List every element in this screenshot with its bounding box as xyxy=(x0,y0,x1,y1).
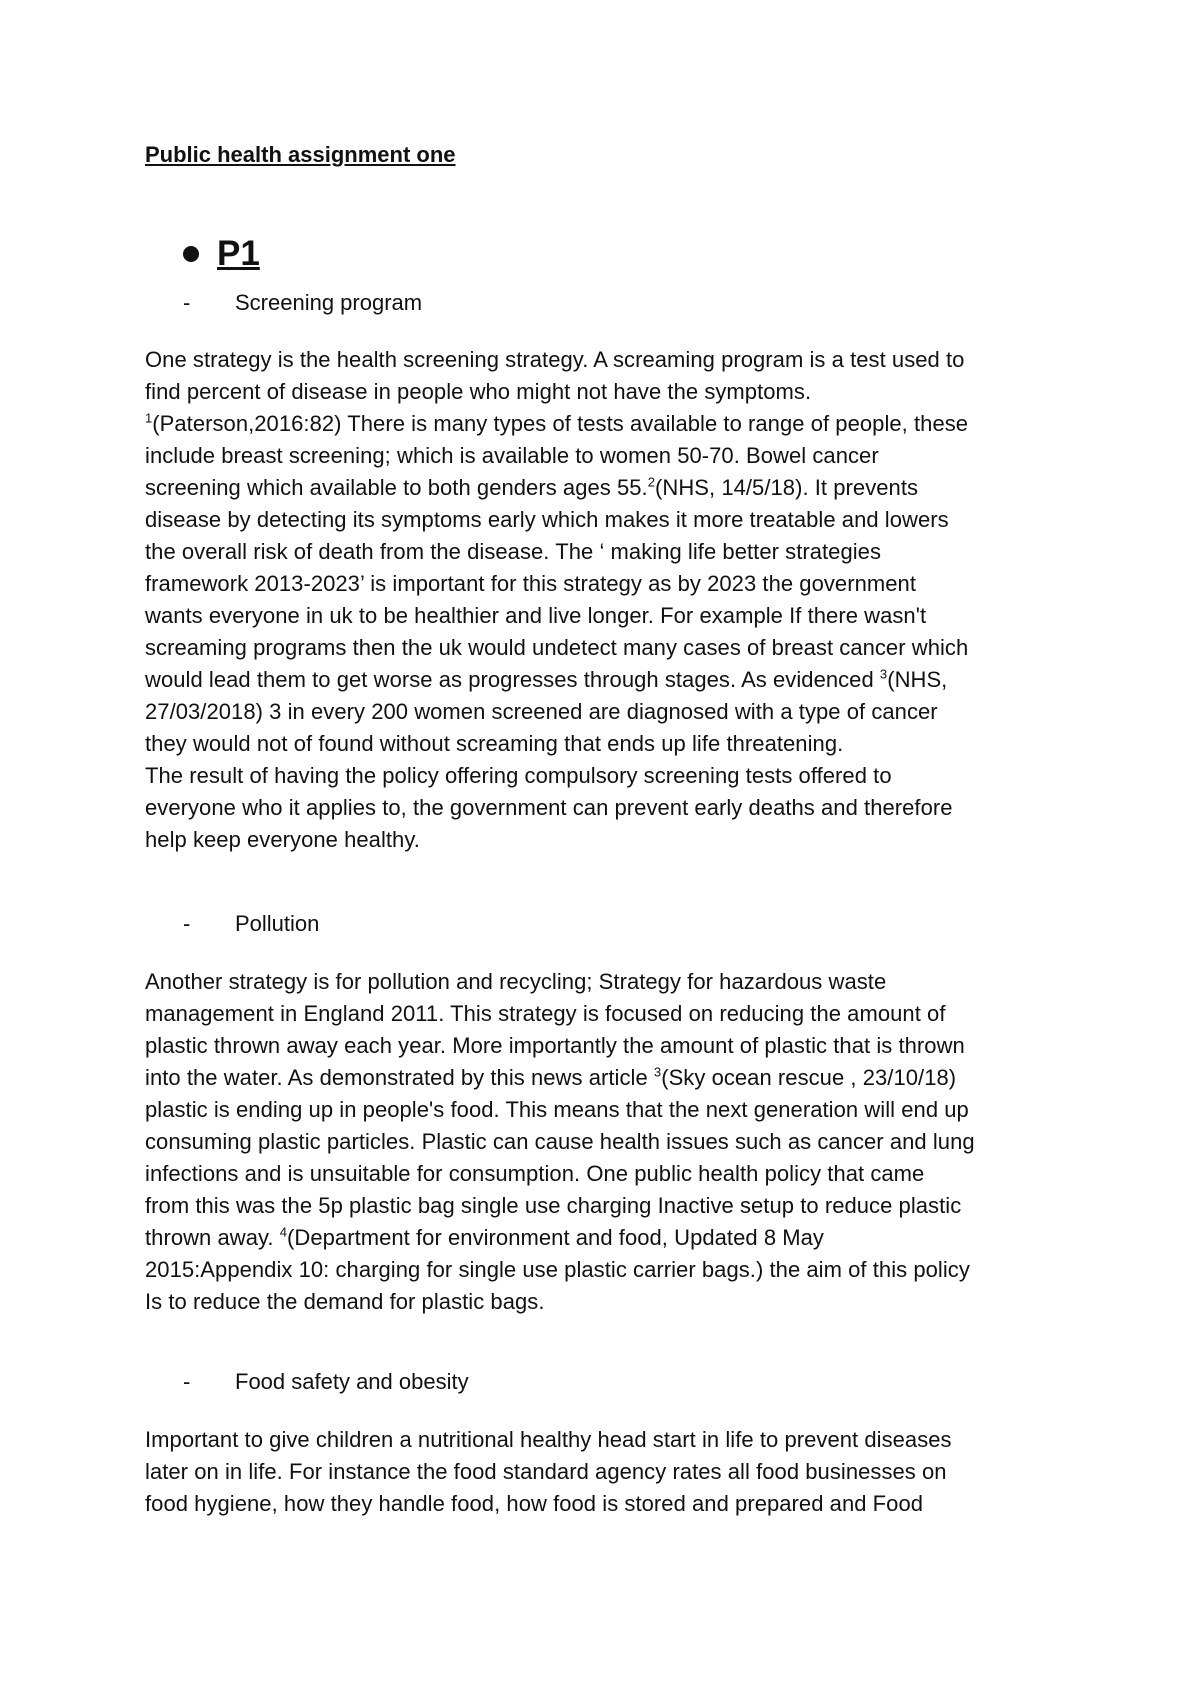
text-line: help keep everyone healthy. xyxy=(145,827,420,852)
text-line: they would not of found without screaming that ends up life threatening. xyxy=(145,731,844,756)
text-line: disease by detecting its symptoms early which makes it more treatable and lowers xyxy=(145,507,949,532)
text-line: Is to reduce the demand for plastic bags. xyxy=(145,1289,545,1314)
text-line xyxy=(145,472,1065,504)
footnote-marker: 3 xyxy=(879,666,888,682)
text-line xyxy=(145,664,1065,696)
text-line: the overall risk of death from the disease. The ‘ making life better strategies xyxy=(145,539,882,564)
subsection-heading-screening xyxy=(183,290,422,316)
text-fragment: (Paterson,2016:82) There is many types of tests available to range of people, these xyxy=(152,411,969,436)
text-line: find percent of disease in people who might not have the symptoms. xyxy=(145,379,812,404)
text-fragment: thrown away. xyxy=(145,1225,280,1250)
footnote-marker: 3 xyxy=(653,1064,662,1080)
footnote-marker: 2 xyxy=(647,474,656,490)
dash-marker: - xyxy=(183,290,191,315)
section-heading: P1 xyxy=(217,234,260,273)
paragraph-screening xyxy=(145,344,1065,856)
text-fragment: (NHS, xyxy=(887,667,948,692)
text-fragment: into the water. As demonstrated by this news article xyxy=(145,1065,654,1090)
text-line: plastic thrown away each year. More importantly the amount of plastic that is thrown xyxy=(145,1033,965,1058)
text-line: The result of having the policy offering compulsory screening tests offered to xyxy=(145,763,892,788)
text-line xyxy=(145,1222,1065,1254)
text-line: later on in life. For instance the food standard agency rates all food businesses on xyxy=(145,1459,947,1484)
text-fragment: screening which available to both genders ages 55. xyxy=(145,475,648,500)
paragraph-food-safety xyxy=(145,1424,1065,1520)
paragraph-pollution xyxy=(145,966,1065,1318)
text-line: Important to give children a nutritional healthy head start in life to prevent diseases xyxy=(145,1427,952,1452)
text-line: infections and is unsuitable for consumption. One public health policy that came xyxy=(145,1161,925,1186)
bullet-icon xyxy=(183,246,199,262)
text-line: everyone who it applies to, the government can prevent early deaths and therefore xyxy=(145,795,953,820)
text-line: consuming plastic particles. Plastic can cause health issues such as cancer and lung xyxy=(145,1129,975,1154)
dash-marker: - xyxy=(183,911,191,936)
text-line: screaming programs then the uk would undetect many cases of breast cancer which xyxy=(145,635,969,660)
text-line: management in England 2011. This strategy is focused on reducing the amount of xyxy=(145,1001,946,1026)
text-line xyxy=(145,1062,1065,1094)
subsection-label: Food safety and obesity xyxy=(235,1369,469,1394)
text-line: framework 2013-2023’ is important for this strategy as by 2023 the government xyxy=(145,571,916,596)
dash-marker: - xyxy=(183,1369,191,1394)
text-fragment: would lead them to get worse as progresses through stages. As evidenced xyxy=(145,667,880,692)
subsection-label: Pollution xyxy=(235,911,320,936)
subsection-heading-food-safety xyxy=(183,1369,469,1395)
text-fragment: (NHS, 14/5/18). It prevents xyxy=(655,475,919,500)
text-line: One strategy is the health screening strategy. A screaming program is a test used to xyxy=(145,347,965,372)
subsection-label: Screening program xyxy=(235,290,423,315)
text-line: include breast screening; which is available to women 50-70. Bowel cancer xyxy=(145,443,879,468)
text-line xyxy=(145,408,1065,440)
section-heading-row xyxy=(183,234,260,274)
text-line: food hygiene, how they handle food, how food is stored and prepared and Food xyxy=(145,1491,924,1516)
text-fragment: (Sky ocean rescue , 23/10/18) xyxy=(661,1065,957,1090)
text-line: 2015:Appendix 10: charging for single use plastic carrier bags.) the aim of this policy xyxy=(145,1257,970,1282)
text-line: wants everyone in uk to be healthier and live longer. For example If there wasn't xyxy=(145,603,927,628)
text-fragment: (Department for environment and food, Updated 8 May xyxy=(287,1225,824,1250)
footnote-marker: 4 xyxy=(279,1224,288,1240)
text-line: Another strategy is for pollution and recycling; Strategy for hazardous waste xyxy=(145,969,887,994)
text-line: from this was the 5p plastic bag single use charging Inactive setup to reduce plastic xyxy=(145,1193,962,1218)
document-title: Public health assignment one xyxy=(145,142,456,167)
footnote-marker: 1 xyxy=(145,410,153,426)
subsection-heading-pollution xyxy=(183,911,319,937)
text-line: plastic is ending up in people's food. This means that the next generation will end up xyxy=(145,1097,969,1122)
text-line: 27/03/2018) 3 in every 200 women screened are diagnosed with a type of cancer xyxy=(145,699,938,724)
